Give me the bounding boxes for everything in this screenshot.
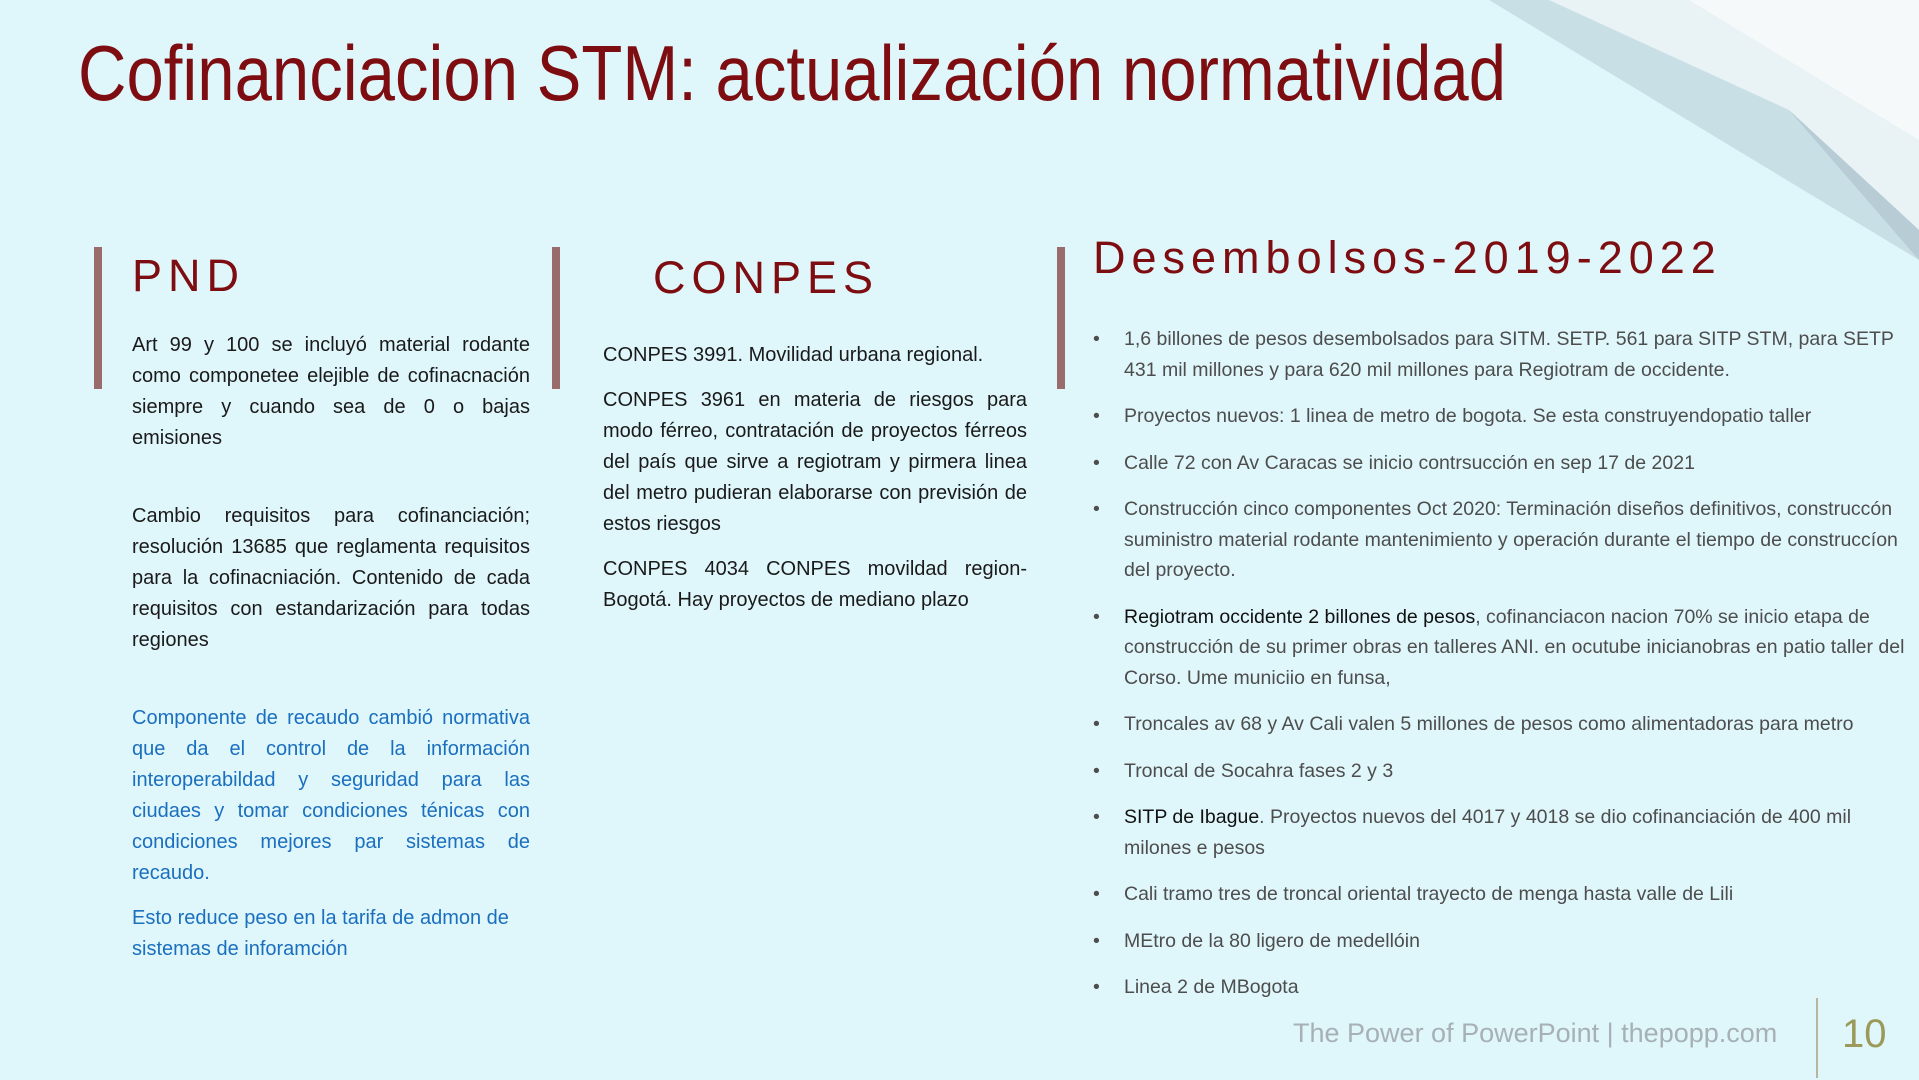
conpes-accent-bar bbox=[552, 247, 560, 389]
slide-title: Cofinanciacion STM: actualización normatividad bbox=[78, 29, 1507, 117]
desembolsos-accent-bar bbox=[1057, 247, 1065, 389]
list-item-text: MEtro de la 80 ligero de medellóin bbox=[1124, 929, 1420, 952]
pnd-paragraph: Componente de recaudo cambió normativa que da el control de la información interoperabildad y seguridad para las ciudaes y tomar condiciones ténicas con condiciones mejores par sistemas de recaudo. bbox=[132, 707, 530, 884]
footer-credit: The Power of PowerPoint | thepopp.com bbox=[1293, 1018, 1778, 1048]
bullet-icon: • bbox=[1093, 498, 1100, 520]
bullet-icon: • bbox=[1093, 713, 1100, 735]
pnd-body bbox=[132, 330, 530, 1012]
list-item-text: Cali tramo tres de troncal oriental trayecto de menga hasta valle de Lili bbox=[1124, 883, 1734, 905]
bullet-icon: • bbox=[1093, 759, 1100, 782]
desembolsos-heading: Desembolsos-2019-2022 bbox=[1093, 232, 1722, 283]
bullet-icon: • bbox=[1093, 605, 1100, 628]
list-item bbox=[1093, 709, 1905, 740]
conpes-body bbox=[603, 340, 1027, 630]
footer-divider bbox=[1816, 998, 1818, 1078]
list-item-text: 1,6 billones de pesos desembolsados para SITM. SETP. 561 para SITP STM, para SETP 431 mil millones y para 620 mil millones para Regiotram de occidente. bbox=[1124, 328, 1894, 381]
conpes-paragraph: CONPES 3961 en materia de riesgos para modo férreo, contratación de proyectos férreos del país que sirve a regiotram y pirmera linea del metro pudieran elaborarse con previsión de estos riesgos bbox=[603, 389, 1027, 535]
conpes-paragraph: CONPES 4034 CONPES movildad region-Bogotá. Hay proyectos de mediano plazo bbox=[603, 558, 1027, 611]
bullet-icon: • bbox=[1093, 328, 1100, 350]
corner-decoration bbox=[1489, 0, 1919, 260]
list-item bbox=[1093, 401, 1905, 432]
list-item-text: Proyectos nuevos: 1 linea de metro de bogota. Se esta construyendopatio taller bbox=[1124, 405, 1812, 427]
list-item-emphasis: Regiotram occidente 2 billones de pesos bbox=[1124, 605, 1476, 628]
list-item bbox=[1093, 494, 1905, 586]
list-item-text: Troncales av 68 y Av Cali valen 5 millones de pesos como alimentadoras para metro bbox=[1124, 713, 1854, 735]
bullet-icon: • bbox=[1093, 405, 1100, 427]
list-item bbox=[1093, 972, 1905, 1003]
pnd-paragraph: Cambio requisitos para cofinanciación; resolución 13685 que reglamenta requisitos para la cofinacniación. Contenido de cada requisitos con estandarización para todas regiones bbox=[132, 505, 530, 651]
list-item-emphasis: SITP de Ibague bbox=[1124, 806, 1260, 828]
list-item-text: . Proyectos nuevos del 4017 y 4018 se dio cofinanciación de 400 mil milones e pesos bbox=[1124, 806, 1852, 859]
desembolsos-list bbox=[1093, 324, 1905, 1019]
conpes-heading: CONPES bbox=[653, 252, 880, 303]
bullet-icon: • bbox=[1093, 883, 1100, 905]
pnd-paragraph: Esto reduce peso en la tarifa de admon de sistemas de inforamción bbox=[132, 907, 509, 960]
pnd-accent-bar bbox=[94, 247, 102, 389]
list-item-text: Construcción cinco componentes Oct 2020: Terminación diseños definitivos, construccón suministro material rodante mantenimiento y operación durante el tiempo de construccíon del proyecto. bbox=[1124, 498, 1898, 581]
list-item-text: Linea 2 de MBogota bbox=[1124, 976, 1299, 998]
list-item bbox=[1093, 926, 1905, 957]
bullet-icon: • bbox=[1093, 929, 1100, 952]
list-item bbox=[1093, 756, 1905, 787]
list-item bbox=[1093, 879, 1905, 910]
list-item bbox=[1093, 602, 1905, 694]
list-item bbox=[1093, 448, 1905, 479]
page-number: 10 bbox=[1842, 1012, 1887, 1056]
list-item-text: Calle 72 con Av Caracas se inicio contrsucción en sep 17 de 2021 bbox=[1124, 451, 1695, 474]
bullet-icon: • bbox=[1093, 976, 1100, 998]
conpes-paragraph: CONPES 3991. Movilidad urbana regional. bbox=[603, 344, 984, 366]
list-item-text: , cofinanciacon nacion 70% se inicio etapa de construcción de su primer obras en talleres ANI. en ocutube inicianobras en patio taller del Corso. Ume municiio en funsa, bbox=[1124, 605, 1905, 689]
list-item-text: Troncal de Socahra fases 2 y 3 bbox=[1124, 759, 1394, 782]
pnd-paragraph: Art 99 y 100 se incluyó material rodante como componetee elejible de cofinacnación siempre y cuando sea de 0 o bajas emisiones bbox=[132, 334, 530, 449]
pnd-heading: PND bbox=[132, 250, 246, 301]
bullet-icon: • bbox=[1093, 806, 1100, 828]
bullet-icon: • bbox=[1093, 451, 1100, 474]
list-item bbox=[1093, 802, 1905, 863]
list-item bbox=[1093, 324, 1905, 385]
